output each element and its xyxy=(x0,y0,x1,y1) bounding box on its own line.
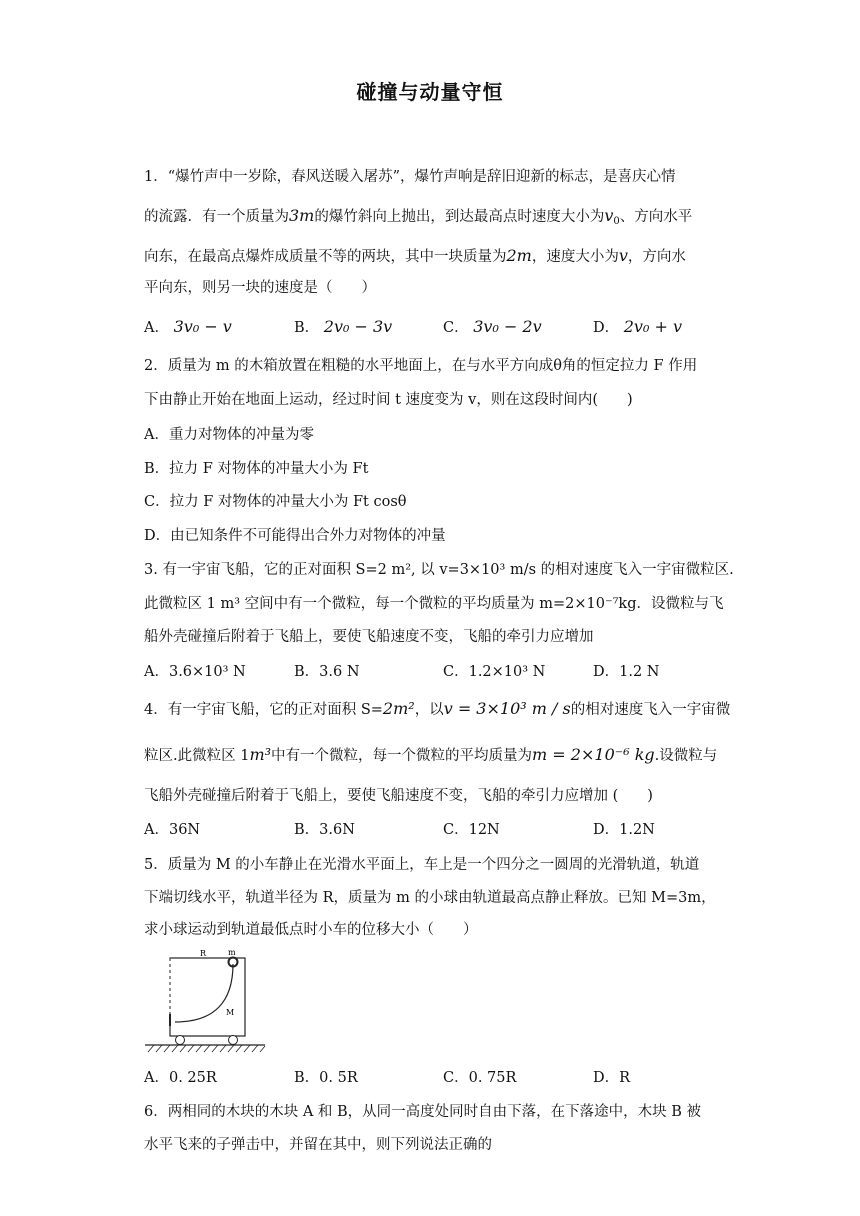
q4-mass: m = 2×10⁻⁶ kg xyxy=(532,745,655,764)
q5-option-b[interactable]: B．0. 5R xyxy=(294,1070,358,1086)
q4-volume: m³ xyxy=(249,745,272,764)
q6-line-1: 6．两相同的木块的木块 A 和 B，从同一高度处同时自由下落，在下落途中，木块 B 被 xyxy=(144,1104,702,1120)
q1-line-1: 1．“爆竹声中一岁除，春风送暖入屠苏”，爆竹声响是辞旧迎新的标志，是喜庆心情 xyxy=(144,169,676,185)
wheel-left xyxy=(176,1036,185,1045)
q1-line-4: 平向东，则另一块的速度是（ ） xyxy=(144,280,376,296)
label-m: m xyxy=(228,948,236,957)
label-R: R xyxy=(200,949,207,958)
q2-option-a[interactable]: A．重力对物体的冲量为零 xyxy=(144,427,314,443)
q4-area: 2m² xyxy=(382,699,415,718)
q2-option-c[interactable]: C．拉力 F 对物体的冲量大小为 Ft cosθ xyxy=(144,494,407,510)
q1-line-2 xyxy=(144,205,720,227)
q1-option-a[interactable]: A． 3v₀ − v xyxy=(144,317,232,336)
q4-text: 粒区.此微粒区 1 xyxy=(144,748,250,764)
q3-line-2: 此微粒区 1 m³ 空间中有一个微粒，每一个微粒的平均质量为 m=2×10⁻⁷kg．设微粒与飞 xyxy=(144,596,724,612)
q1-v: v xyxy=(618,246,628,265)
q2-line-2: 下由静止开始在地面上运动，经过时间 t 速度变为 v，则在这段时间内( ) xyxy=(144,392,633,408)
q5-line-2: 下端切线水平，轨道半径为 R，质量为 m 的小球由轨道最高点静止释放。已知 M=3m， xyxy=(144,890,716,906)
q4-speed: v = 3×10³ m / s xyxy=(443,699,571,718)
q1-mass-3m: 3m xyxy=(289,206,315,225)
q1-text: 的流露．有一个质量为 xyxy=(144,209,289,225)
q4-line-2 xyxy=(144,744,720,765)
q4-option-d[interactable]: D．1.2N xyxy=(593,822,655,838)
q4-option-b[interactable]: B．3.6N xyxy=(294,822,355,838)
q5-option-c[interactable]: C．0. 75R xyxy=(443,1070,517,1086)
q4-line-1 xyxy=(144,698,731,719)
q3-option-c[interactable]: C．1.2×10³ N xyxy=(443,664,546,680)
q6-line-2: 水平飞来的子弹击中，并留在其中，则下列说法正确的 xyxy=(144,1137,492,1153)
q1-text: 、方向水平 xyxy=(619,209,693,225)
q4-text: 中有一个微粒，每一个微粒的平均质量为 xyxy=(271,748,533,764)
page-title: 碰撞与动量守恒 xyxy=(356,80,504,104)
q1-v0: $v_0$ xyxy=(604,206,620,227)
q4-text: .设微粒与 xyxy=(654,748,718,764)
q1-option-c[interactable]: C． 3v₀ − 2v xyxy=(443,317,542,336)
q2-option-b[interactable]: B．拉力 F 对物体的冲量大小为 Ft xyxy=(144,461,369,477)
q1-text: ，方向水 xyxy=(627,249,686,265)
q5-line-3: 求小球运动到轨道最低点时小车的位移大小（ ） xyxy=(144,922,478,938)
ground-hatching xyxy=(148,1045,265,1052)
q3-option-d[interactable]: D．1.2 N xyxy=(593,664,660,680)
q2-line-1: 2．质量为 m 的木箱放置在粗糙的水平地面上，在与水平方向成θ角的恒定拉力 F 作用 xyxy=(144,358,698,374)
q3-line-3: 船外壳碰撞后附着于飞船上，要使飞船速度不变，飞船的牵引力应增加 xyxy=(144,629,594,645)
q4-option-c[interactable]: C．12N xyxy=(443,822,500,838)
q4-option-a[interactable]: A．36N xyxy=(144,822,201,838)
q1-text: 向东，在最高点爆炸成质量不等的两块，其中一块质量为 xyxy=(144,249,507,265)
q2-option-d[interactable]: D．由已知条件不可能得出合外力对物体的冲量 xyxy=(144,528,446,544)
cart-track-figure xyxy=(140,948,270,1058)
q1-line-3 xyxy=(144,245,720,266)
q1-text: 的爆竹斜向上抛出，到达最高点时速度大小为 xyxy=(314,209,605,225)
q5-line-1: 5．质量为 M 的小车静止在光滑水平面上，车上是一个四分之一圆周的光滑轨道，轨道 xyxy=(144,857,700,873)
q1-text: ，速度大小为 xyxy=(531,249,619,265)
q1-mass-2m: 2m xyxy=(506,246,532,265)
q5-option-d[interactable]: D．R xyxy=(593,1070,631,1086)
quarter-circle-track xyxy=(175,964,233,1022)
q4-line-3: 飞船外壳碰撞后附着于飞船上，要使飞船速度不变，飞船的牵引力应增加 ( ) xyxy=(144,788,653,804)
q5-option-a[interactable]: A．0. 25R xyxy=(144,1070,217,1086)
q1-option-d[interactable]: D． 2v₀ + v xyxy=(593,317,682,336)
cart-body xyxy=(170,958,245,1036)
wheel-right xyxy=(229,1036,238,1045)
q1-option-b[interactable]: B． 2v₀ − 3v xyxy=(294,317,393,336)
q4-text: 的相对速度飞入一宇宙微 xyxy=(570,702,731,718)
q3-option-b[interactable]: B．3.6 N xyxy=(294,664,360,680)
q4-text: 4．有一宇宙飞船，它的正对面积 S= xyxy=(144,702,383,718)
label-M: M xyxy=(226,1008,235,1017)
q4-text: ，以 xyxy=(414,702,444,718)
q3-option-a[interactable]: A．3.6×10³ N xyxy=(144,664,246,680)
q3-line-1: 3. 有一宇宙飞船，它的正对面积 S=2 m², 以 v=3×10³ m/s 的相对速度飞入一宇宙微粒区. xyxy=(144,562,734,578)
